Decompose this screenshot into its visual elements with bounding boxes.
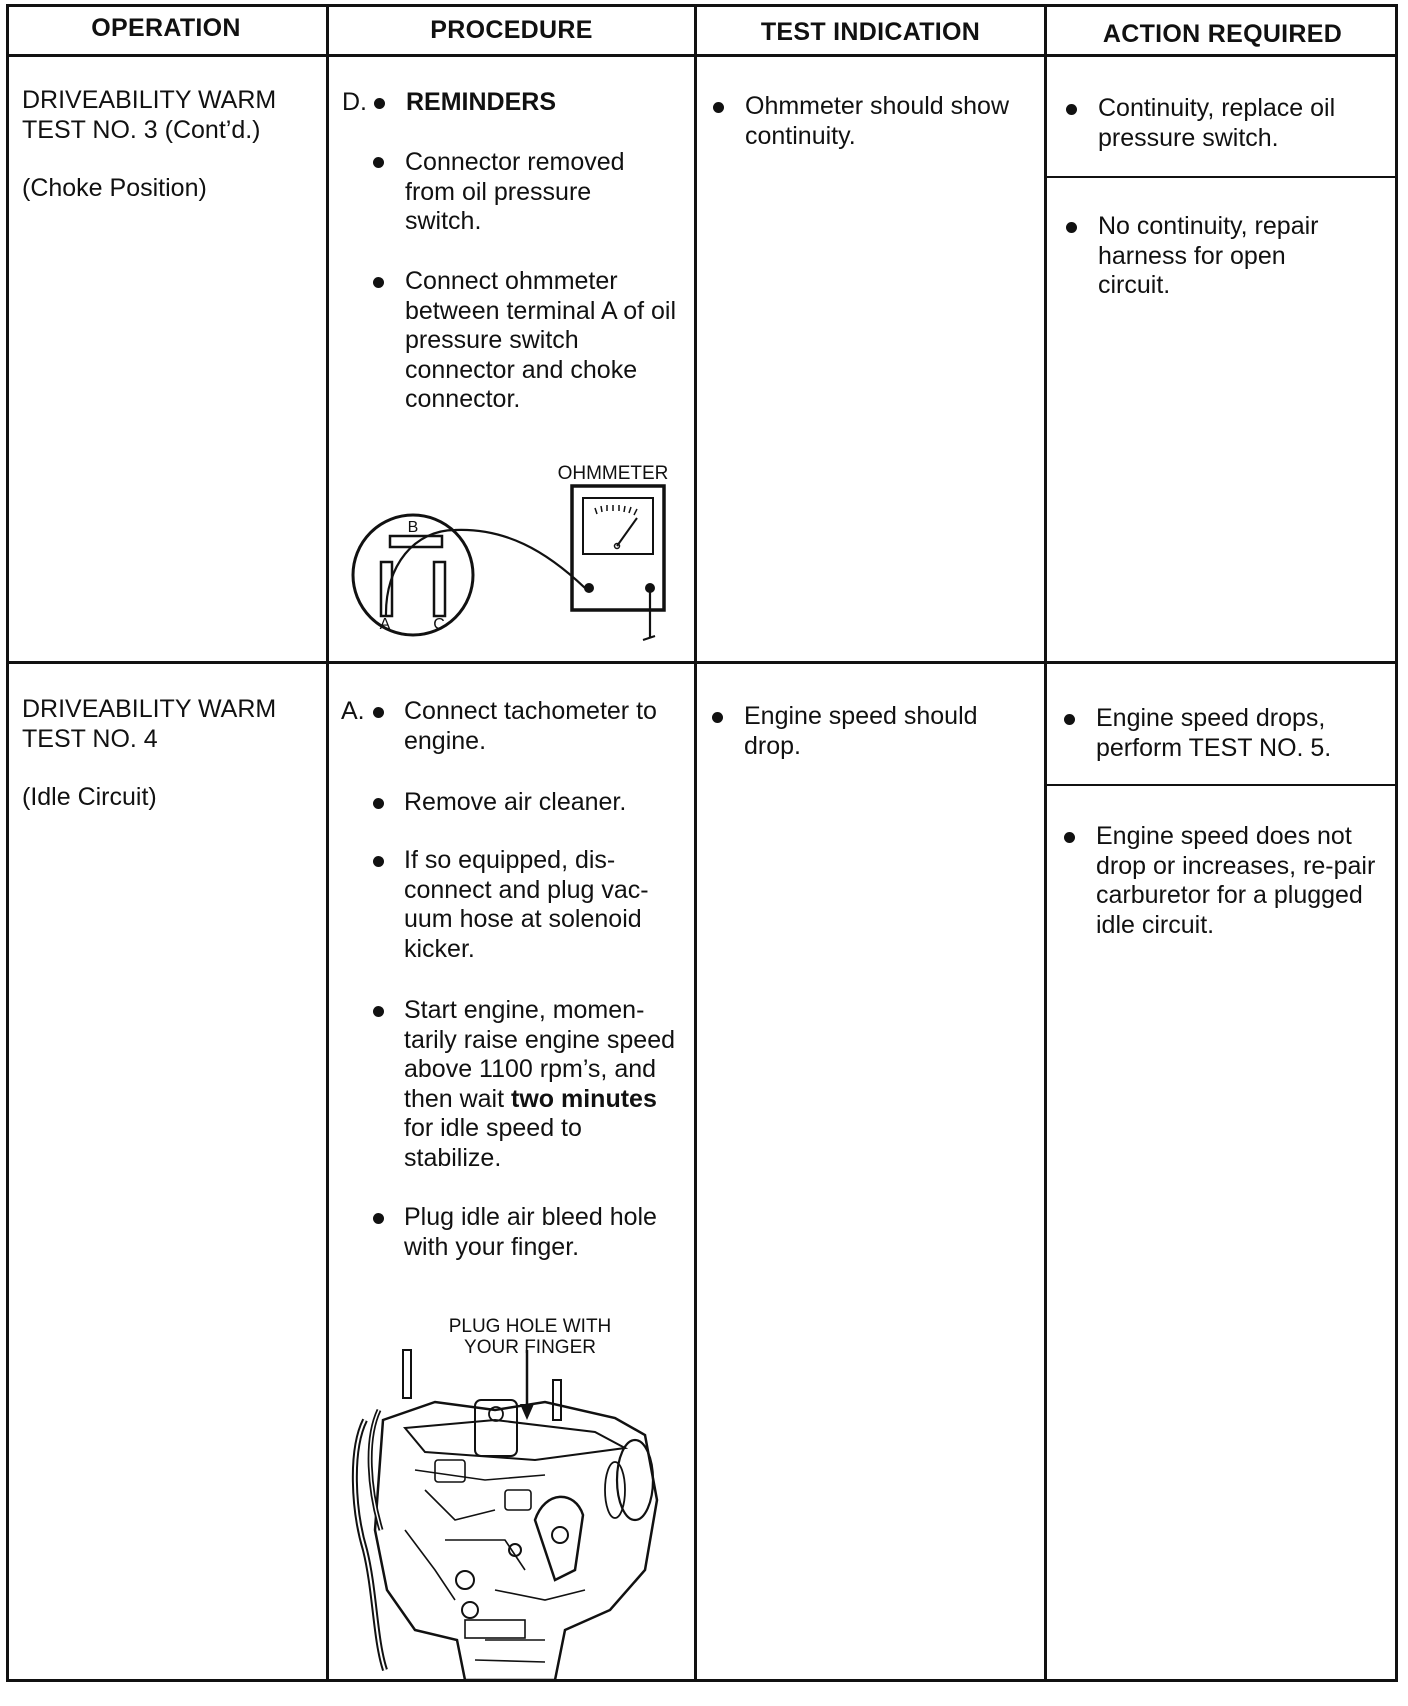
carburetor-illustration <box>345 1340 675 1680</box>
bullet-dot <box>373 277 384 288</box>
procedure-item-connect-ohmmeter: Connect ohmmeter between terminal A of oil pressure switch connector and choke connector. <box>405 267 676 413</box>
bullet-dot <box>373 798 384 809</box>
bullet-dot <box>712 712 723 723</box>
start-engine-text-b: for idle speed to stabilize. <box>404 1114 582 1172</box>
bullet-dot <box>713 102 724 113</box>
procedure-item-start-engine <box>404 996 679 1173</box>
bullet-dot <box>373 157 384 168</box>
procedure-item-connect-tachometer: Connect tachometer to engine. <box>404 697 657 755</box>
operation-title-test-3 <box>22 86 276 145</box>
meter-needle <box>617 518 637 546</box>
terminal-c-label: C <box>433 616 445 633</box>
bullet-dot <box>1064 832 1075 843</box>
ohmmeter-label: OHMMETER <box>557 463 669 484</box>
column-divider-2 <box>694 4 697 1682</box>
ohmmeter-wiring-diagram <box>345 470 685 670</box>
operation-title-line1: DRIVEABILITY WARM <box>22 86 277 114</box>
operation-title-line2: TEST NO. 3 (Cont’d.) <box>22 115 261 144</box>
header-divider <box>6 54 1398 57</box>
bullet-dot <box>1066 104 1077 115</box>
column-divider-3 <box>1044 4 1047 1682</box>
emphasis-two-minutes: two minutes <box>511 1084 657 1113</box>
bullet-dot <box>374 98 385 109</box>
action-perform-test-5: Engine speed drops, perform TEST NO. 5. <box>1096 704 1332 762</box>
operation-title-line2: TEST NO. 4 <box>22 724 158 753</box>
header-test-indication: TEST INDICATION <box>760 18 981 46</box>
step-letter-a: A. <box>341 697 365 725</box>
operation-title-line1: DRIVEABILITY WARM <box>22 695 277 723</box>
header-action-required: ACTION REQUIRED <box>1102 20 1343 48</box>
action-repair-harness: No continuity, repair harness for open circuit. <box>1098 212 1319 299</box>
terminal-c-bar <box>434 562 445 616</box>
terminal-a-label: A <box>379 616 391 633</box>
bullet-dot <box>373 1213 384 1224</box>
lead-wire <box>386 530 585 616</box>
start-engine-text-a: Start engine, momen-tarily raise engine speed above 1100 rpm’s, and then wait <box>404 996 675 1113</box>
procedure-item-plug-air-bleed-hole: Plug idle air bleed hole with your finger. <box>404 1203 657 1261</box>
procedure-item-connector-removed: Connector removed from oil pressure switch. <box>405 148 625 235</box>
action-replace-oil-pressure-switch: Continuity, replace oil pressure switch. <box>1098 94 1336 152</box>
procedure-item-remove-air-cleaner: Remove air cleaner. <box>404 788 627 816</box>
test-indication-continuity: Ohmmeter should show continuity. <box>745 92 1010 150</box>
probe-jack-left <box>584 583 594 593</box>
action-repair-carburetor: Engine speed does not drop or increases, re-pair carburetor for a plugged idle circuit. <box>1096 822 1376 939</box>
test-indication-speed-drop: Engine speed should drop. <box>744 702 978 760</box>
callout-line1: PLUG HOLE WITH <box>448 1316 612 1337</box>
bullet-dot <box>373 856 384 867</box>
reminders-heading: REMINDERS <box>406 88 557 116</box>
step-letter-d: D. <box>342 88 367 116</box>
header-procedure: PROCEDURE <box>430 16 593 44</box>
operation-title-test-4 <box>22 695 276 754</box>
column-divider-1 <box>326 4 329 1682</box>
callout-line2: YOUR FINGER <box>464 1337 596 1358</box>
bullet-dot <box>373 1006 384 1017</box>
bullet-dot <box>1066 222 1077 233</box>
bullet-dot <box>1064 714 1075 725</box>
terminal-b-label: B <box>407 519 419 536</box>
operation-subtitle-idle-circuit: (Idle Circuit) <box>22 783 157 811</box>
header-operation: OPERATION <box>91 14 241 42</box>
bullet-dot <box>373 707 384 718</box>
action-divider-row2 <box>1046 784 1398 786</box>
procedure-item-plug-vacuum-hose: If so equipped, dis-connect and plug vac-uum hose at solenoid kicker. <box>404 846 649 963</box>
action-divider-row1 <box>1046 176 1398 178</box>
operation-subtitle-choke: (Choke Position) <box>22 174 207 202</box>
row-divider <box>6 661 1398 664</box>
